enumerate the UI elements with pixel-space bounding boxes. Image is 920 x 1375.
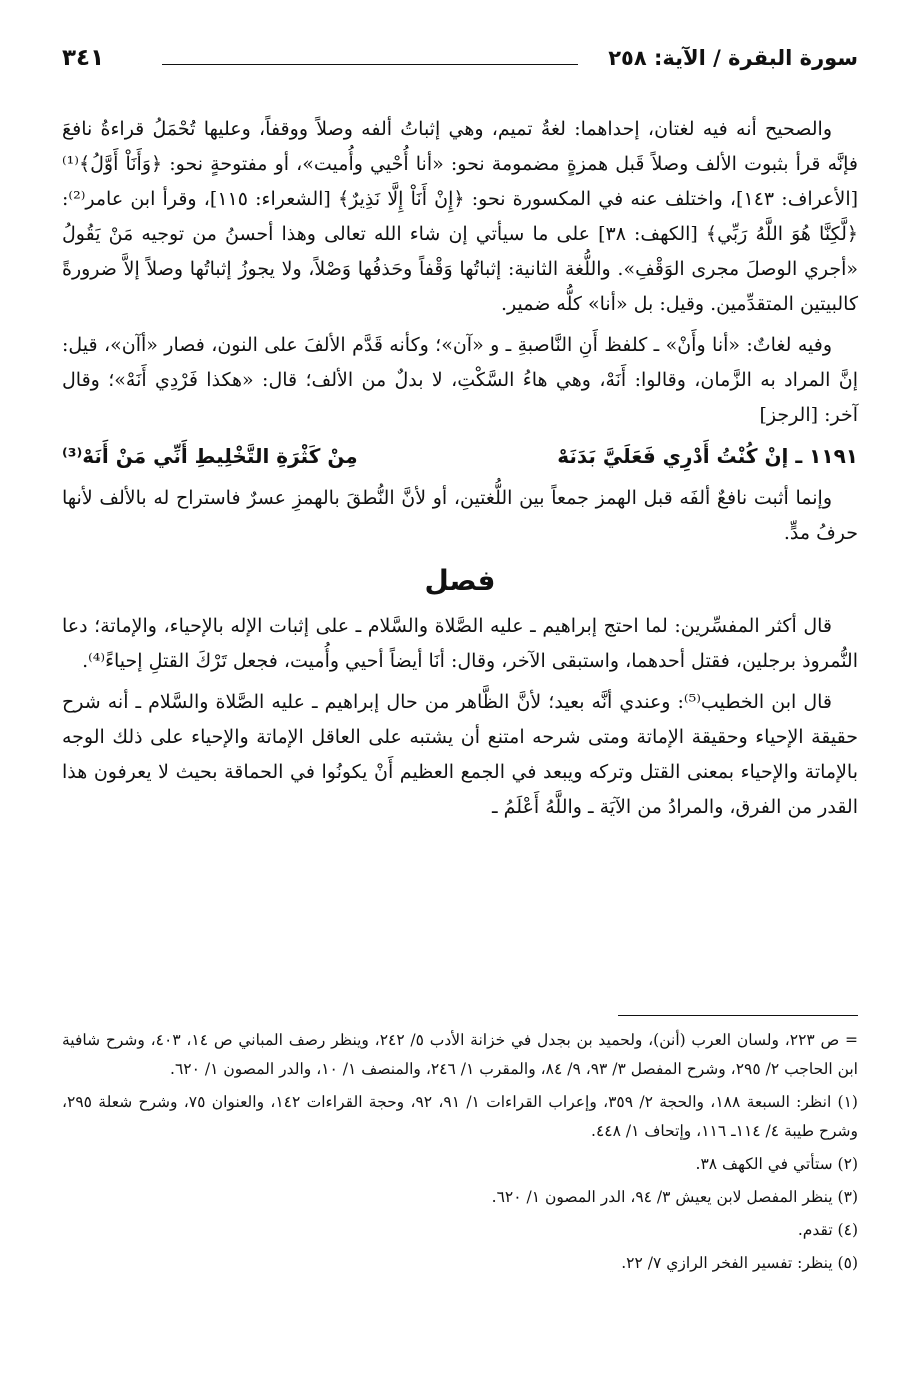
verse-first-half: ١١٩١ ـ إنْ كُنْتُ أَدْرِي فَعَلَيَّ بَدَنَهْ	[557, 444, 858, 468]
running-header	[62, 38, 858, 78]
main-text	[62, 112, 858, 831]
paragraph-section-2: قال ابن الخطيب⁽⁵⁾: وعندي أنَّه بعيد؛ لأنَّ الظَّاهر من حال إبراهيم ـ عليه الصَّلاة والسَّلام ـ أنه شرح حقيقة الإحياء وحقيقة الإماتة ومتى شرحه امتنع أن يشتبه على العاقل الإماتة والإحياء على ذلك الوجه بالإماتة والإحياء بمعنى القتل وتركه ويبعد في الجمع العظيم أَنْ يكونُوا في الحماقة بحيث لا يعرفون هذا القدر من الفرق، والمرادُ من الآيَة ـ واللَّهُ أَعْلَمُ ـ	[62, 691, 858, 818]
paragraph-dialects: وفيه لغاتٌ: «أنا وأَنْ» ـ كلفظ أَنِ النَّاصبةِ ـ و «آن»؛ وكأنه قَدَّم الألفَ على النون، فصار «أآن»، قيل: إنَّ المراد به الزَّمان، وقالوا: أَنَهْ، وهي هاءُ السَّكْتِ، لا بدلٌ من الألف؛ قال: «هكذا فَرْدِي أَنَهْ»؛ وقال آخر: [الرجز]	[62, 334, 858, 426]
paragraph-arabic-forms: والصحيح أنه فيه لغتان، إحداهما: لغةُ تميم، وهي إثباتُ ألفه وصلاً ووقفاً، وعليها تُحْمَلُ قراءةُ نافعَ فإنَّه قرأ بثبوت الألف وصلاً قَبل همزةٍ مضمومة نحو: «أنا أُحْيي وأُميت»، أو مفتوحةٍ نحو: ﴿وَأَنَاْ أَوَّلُ﴾⁽¹⁾ [الأعراف: ١٤٣]، واختلف عنه في المكسورة نحو: ﴿إِنْ أَنَاْ إِلَّا نَذِيرٌ﴾ [الشعراء: ١١٥]، وقرأ ابن عامر⁽²⁾: ﴿لَّكِنَّا هُوَ اللَّهُ رَبِّي﴾ [الكهف: ٣٨] على ما سيأتي إن شاء الله تعالى وهذا أحسنُ من توجيه مَنْ يَقُولُ «أجري الوصلَ مجرى الوَقْفِ». واللُّغة الثانية: إثباتُها وَقْفاً وحَذفُها وَصْلاً، ولا يجوزُ إثباتُها وصلاً إلاَّ ضرورةً كالبيتين المتقدِّمين. وقيل: بل «أنا» كلُّه ضمير.	[62, 118, 859, 315]
section-heading: فصل	[424, 564, 496, 597]
header-title: سورة البقرة / الآية: ٢٥٨	[608, 46, 858, 70]
footnote-5: (٥) ينظر: تفسير الفخر الرازي ٧/ ٢٢.	[621, 1254, 858, 1272]
footnote-1: (١) انظر: السبعة ١٨٨، والحجة ٢/ ٣٥٩، وإعراب القراءات ١/ ٩١، ٩٢، وحجة القراءات ١٤٢، والعنوان ٧٥، وشرح شعلة ٢٩٥، وشرح طيبة ٤/ ١١٤ـ ١١٦، وإتحاف ١/ ٤٤٨.	[62, 1093, 858, 1140]
footnote-3: (٣) ينظر المفصل لابن يعيش ٣/ ٩٤، الدر المصون ١/ ٦٢٠.	[491, 1188, 858, 1206]
footnote-2: (٢) ستأتي في الكهف ٣٨.	[695, 1155, 858, 1173]
page-number: ٣٤١	[62, 45, 105, 71]
verse-second-half: مِنْ كَثْرَةِ التَّخْلِيطِ أَنِّي مَنْ أَنَهْ⁽³⁾	[62, 444, 358, 468]
poetry-verse	[62, 435, 858, 477]
footnotes	[62, 1015, 858, 1282]
paragraph-after-verse: وإنما أثبت نافعٌ ألفَه قبل الهمز جمعاً بين اللُّغتين، أو لأنَّ النُّطقَ بالهمزِ عسرٌ فاستراح له بالألف لأنها حرفُ مدٍّ.	[62, 487, 858, 544]
header-rule	[162, 64, 578, 65]
footnote-continued: = ص ٢٢٣، ولسان العرب (أنن)، ولحميد بن بجدل في خزانة الأدب ٥/ ٢٤٢، وينظر رصف المباني ص ١٤، ٤٠٣، وشرح شافية ابن الحاجب ٢/ ٢٩٥، وشرح المفصل ٣/ ٩٣، ٩/ ٨٤، والمقرب ١/ ٢٤٦، والمنصف ١/ ١٠، والدر المصون ١/ ٦٢٠.	[62, 1031, 858, 1078]
footnote-4: (٤) تقدم.	[797, 1221, 858, 1239]
paragraph-section-1: قال أكثر المفسِّرين: لما احتج إبراهيم ـ عليه الصَّلاة والسَّلام ـ على إثبات الإله بالإحياء، والإماتة؛ دعا النُّمروذ برجلين، فقتل أحدهما، واستبقى الآخر، وقال: أنَا أيضاً أحيي وأُميت، فجعل تَرْكَ القتلِ إحياءً⁽⁴⁾.	[62, 615, 858, 672]
footnote-rule	[618, 1015, 858, 1016]
